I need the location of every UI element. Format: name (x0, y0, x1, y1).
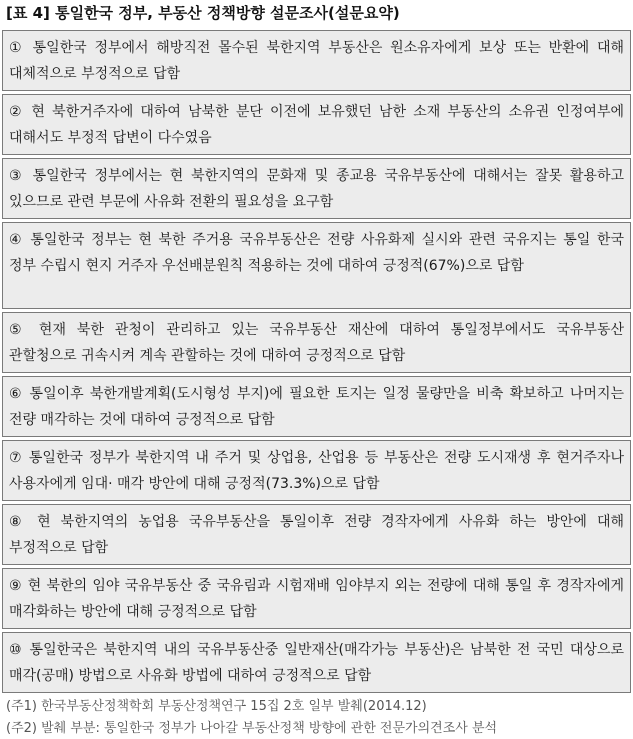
survey-item-7: ⑦ 통일한국 정부가 북한지역 내 주거 및 상업용, 산업용 등 부동산은 전량 도시재생 후 현거주자나 사용자에게 임대· 매각 방안에 대해 긍정적(73.3%)으로 답함 (2, 440, 631, 501)
survey-item-10: ⑩ 통일한국은 북한지역 내의 국유부동산중 일반재산(매각가능 부동산)은 남북한 전 국민 대상으로 매각(공매) 방법으로 사유화 방법에 대하여 긍정적으로 답함 (2, 632, 631, 693)
survey-item-9: ⑨ 현 북한의 임야 국유부동산 중 국유림과 시험재배 임야부지 외는 전량에 대해 통일 후 경작자에게 매각화하는 방안에 대해 긍정적으로 답함 (2, 568, 631, 629)
survey-item-1: ① 통일한국 정부에서 해방직전 몰수된 북한지역 부동산은 원소유자에게 보상 또는 반환에 대해 대체적으로 부정적으로 답함 (2, 30, 631, 91)
survey-summary-list (2, 30, 631, 693)
footnote-1: (주1) 한국부동산정책학회 부동산정책연구 15집 2호 일부 발췌(2014.12) (6, 699, 427, 714)
survey-item-4: ④ 통일한국 정부는 현 북한 주거용 국유부동산은 전량 사유화제 실시와 관련 국유지는 통일 한국 정부 수립시 현지 거주자 우선배분원칙 적용하는 것에 대하여 긍정적(67%)으로 답함 (2, 222, 631, 309)
survey-item-2: ② 현 북한거주자에 대하여 남북한 분단 이전에 보유했던 남한 소재 부동산의 소유권 인정여부에 대해서도 부정적 답변이 다수였음 (2, 94, 631, 155)
survey-item-3: ③ 통일한국 정부에서는 현 북한지역의 문화재 및 종교용 국유부동산에 대해서는 잘못 활용하고 있으므로 관련 부문에 사유화 전환의 필요성을 요구함 (2, 158, 631, 219)
table-title: [표 4] 통일한국 정부, 부동산 정책방향 설문조사(설문요약) (6, 4, 400, 22)
survey-item-8: ⑧ 현 북한지역의 농업용 국유부동산을 통일이후 전량 경작자에게 사유화 하는 방안에 대해 부정적으로 답함 (2, 504, 631, 565)
survey-item-5: ⑤ 현재 북한 관청이 관리하고 있는 국유부동산 재산에 대하여 통일정부에서도 국유부동산 관할청으로 귀속시켜 계속 관할하는 것에 대하여 긍정적으로 답함 (2, 312, 631, 373)
footnote-2: (주2) 발췌 부분: 통일한국 정부가 나아갈 부동산정책 방향에 관한 전문가의견조사 분석 (6, 721, 498, 736)
survey-item-6: ⑥ 통일이후 북한개발계획(도시형성 부지)에 필요한 토지는 일정 물량만을 비축 확보하고 나머지는 전량 매각하는 것에 대하여 긍정적으로 답함 (2, 376, 631, 437)
